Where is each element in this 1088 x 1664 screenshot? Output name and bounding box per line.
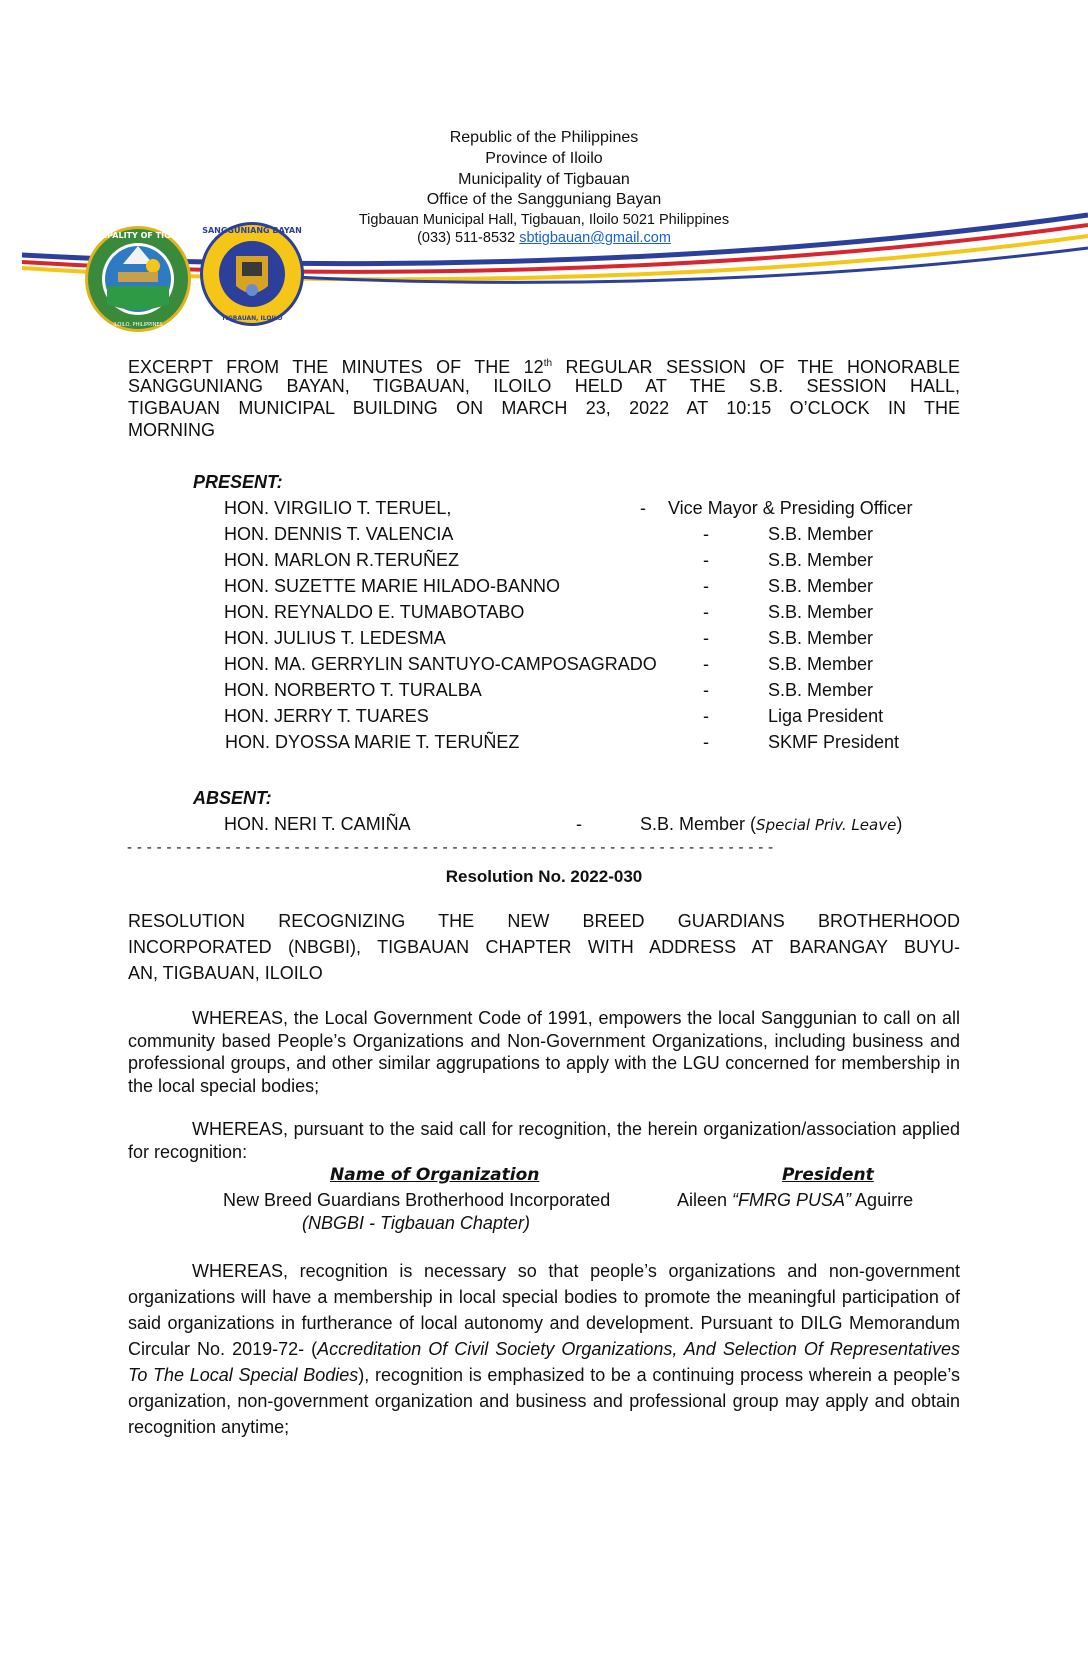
header-province: Province of Iloilo — [485, 150, 603, 167]
member-position: Vice Mayor & Presiding Officer — [668, 498, 913, 518]
excerpt-line-2: SANGGUNIANG BAYAN, TIGBAUAN, ILOILO HELD AT THE S.B. SESSION HALL, — [128, 376, 960, 396]
org-chapter: (NBGBI - Tigbauan Chapter) — [302, 1213, 530, 1233]
president-nickname: “FMRG PUSA” — [732, 1190, 852, 1210]
dilg-circular-title: Accreditation Of Civil Society Organizations, And Selection Of Representatives To The Local Special Bodies — [128, 1339, 960, 1385]
header-municipality: Municipality of Tigbauan — [458, 171, 630, 188]
absent-note: Special Priv. Leave — [756, 816, 897, 834]
member-position: S.B. Member — [768, 680, 874, 700]
member-name: HON. DENNIS T. VALENCIA — [224, 524, 454, 544]
header-email-link[interactable]: sbtigbauan@gmail.com — [519, 230, 671, 246]
absent-position-label: S.B. Member — [640, 814, 746, 834]
member-dash: - — [703, 576, 709, 596]
org-col-header-name: Name of Organization — [330, 1165, 540, 1185]
whereas-paragraph-2: WHEREAS, pursuant to the said call for recognition, the herein organization/association applied for recognition: — [128, 1119, 960, 1162]
member-dash: - — [703, 706, 709, 726]
member-dash: - — [703, 654, 709, 674]
member-name: HON. DYOSSA MARIE T. TERUÑEZ — [225, 732, 520, 752]
member-name: HON. SUZETTE MARIE HILADO-BANNO — [224, 576, 561, 596]
whereas-paragraph-3: WHEREAS, recognition is necessary so that people’s organizations and non-government organizations will have a membership in local special bodies to promote the meaningful participation of said organizations in furtherance of local autonomy and development. Pursuant to DILG Memorandum Circular No. 2019-72- (Accreditation Of Civil Society Organizations, And Selection Of Representatives To The Local Special Bodies), recognition is emphasized to be a continuing process wherein a people’s organization, non-government organization and business and professional group may apply and obtain recognition anytime; — [128, 1261, 960, 1437]
seal-right-bottom: TIGBAUAN, ILOILO — [221, 315, 283, 322]
header-republic: Republic of the Philippines — [449, 129, 639, 146]
excerpt-line-3: TIGBAUAN MUNICIPAL BUILDING ON MARCH 23, 2022 AT 10:15 O’CLOCK IN THE — [128, 398, 960, 418]
member-name: HON. NORBERTO T. TURALBA — [224, 680, 482, 700]
header-contact — [0, 228, 1088, 248]
member-position: Liga President — [768, 706, 884, 726]
member-position: SKMF President — [768, 732, 900, 752]
seal-left-bottom: ILOILO, PHILIPPINES — [113, 322, 163, 328]
member-position: S.B. Member — [768, 602, 874, 622]
absent-dash: - — [576, 814, 582, 834]
member-name: HON. MARLON R.TERUÑEZ — [224, 550, 460, 570]
resolution-title-line-2: INCORPORATED (NBGBI), TIGBAUAN CHAPTER WITH ADDRESS AT BARANGAY BUYU- — [128, 937, 960, 957]
absent-name: HON. NERI T. CAMIÑA — [224, 814, 411, 834]
member-dash: - — [703, 602, 709, 622]
section-divider: - - - - - - - - - - - - - - - - - - - - - - - - - - - - - - - - - - - - - - - - - - - - - - - - - - - - - - - - - - - - - - - - - - — [127, 839, 774, 856]
member-name: HON. JERRY T. TUARES — [224, 706, 429, 726]
org-name: New Breed Guardians Brotherhood Incorporated — [223, 1190, 611, 1210]
org-col-header-president: President — [782, 1165, 874, 1185]
member-position: S.B. Member — [768, 524, 874, 544]
header-office: Office of the Sangguniang Bayan — [426, 191, 662, 208]
resolution-title-line-1: RESOLUTION RECOGNIZING THE NEW BREED GUARDIANS BROTHERHOOD — [128, 911, 960, 931]
seal-right-text: SANGGUNIANG BAYAN — [202, 226, 302, 235]
member-name: HON. MA. GERRYLIN SANTUYO-CAMPOSAGRADO — [224, 654, 657, 674]
member-name: HON. VIRGILIO T. TERUEL, — [224, 498, 452, 518]
member-dash: - — [703, 732, 709, 752]
excerpt-line-4: MORNING — [128, 420, 215, 440]
excerpt-sup: th — [543, 358, 553, 369]
member-name: HON. JULIUS T. LEDESMA — [224, 628, 446, 648]
seal-left-text: MUNICIPALITY OF TIGBAUAN — [74, 231, 202, 240]
member-position: S.B. Member — [768, 550, 874, 570]
resolution-title-line-3: AN, TIGBAUAN, ILOILO — [128, 963, 323, 983]
header-phone: (033) 511-8532 — [417, 230, 516, 246]
whereas-paragraph-1: WHEREAS, the Local Government Code of 1991, empowers the local Sanggunian to call on all community based People’s Organizations and Non-Government Organizations, including business and professional groups, and other similar aggrupations to apply with the LGU concerned for membership in the local special bodies; — [128, 1008, 960, 1096]
present-heading: PRESENT: — [193, 472, 283, 492]
member-dash: - — [703, 524, 709, 544]
header-address: Tigbauan Municipal Hall, Tigbauan, Iloilo 5021 Philippines — [358, 212, 730, 228]
absent-position: S.B. Member (Special Priv. Leave) — [640, 814, 903, 834]
excerpt-line-1-a: EXCERPT FROM THE MINUTES OF THE 12 — [128, 357, 544, 377]
member-dash: - — [703, 628, 709, 648]
member-dash: - — [640, 498, 646, 518]
excerpt-line-1-b: REGULAR SESSION OF THE HONORABLE — [552, 357, 960, 377]
member-dash: - — [703, 550, 709, 570]
member-position: S.B. Member — [768, 654, 874, 674]
member-position: S.B. Member — [768, 628, 874, 648]
member-position: S.B. Member — [768, 576, 874, 596]
member-dash: - — [703, 680, 709, 700]
org-president: Aileen “FMRG PUSA” Aguirre — [677, 1190, 914, 1210]
absent-heading: ABSENT: — [193, 788, 272, 808]
resolution-number: Resolution No. 2022-030 — [445, 867, 643, 886]
member-name: HON. REYNALDO E. TUMABOTABO — [224, 602, 525, 622]
